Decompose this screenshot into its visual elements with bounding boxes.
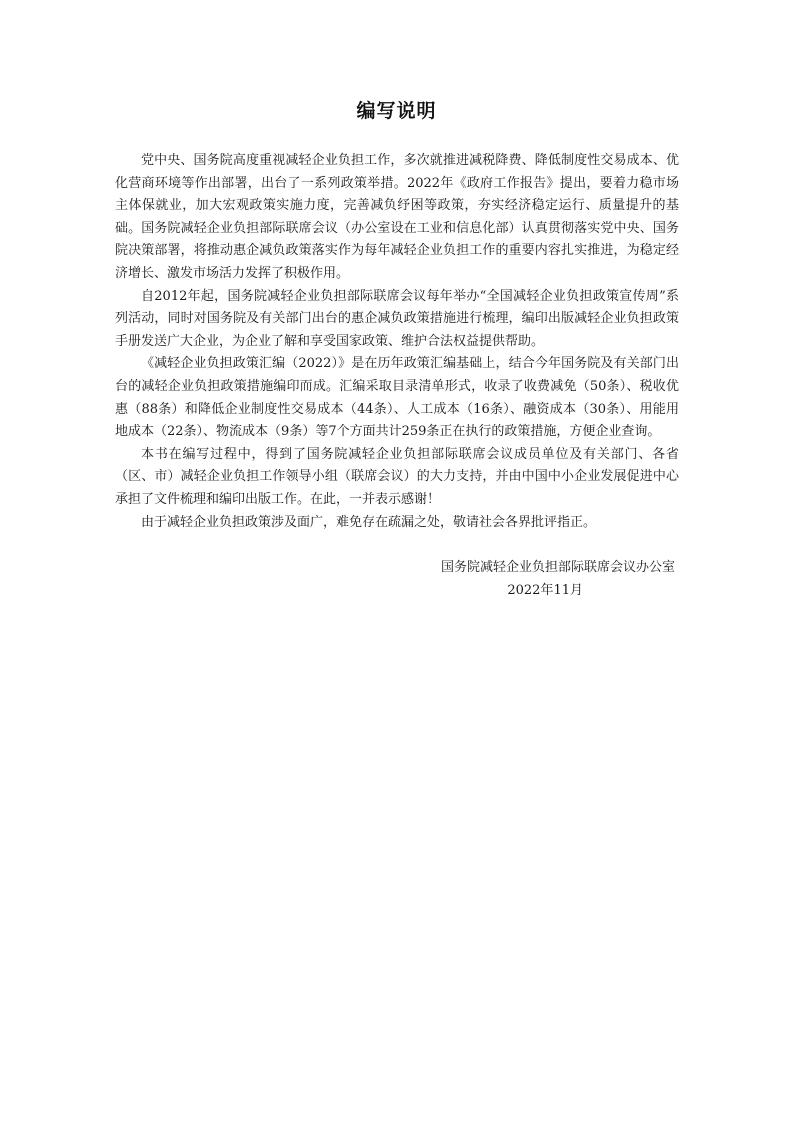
paragraph-1: 党中央、国务院高度重视减轻企业负担工作，多次就推进减税降费、降低制度性交易成本、优化营商环境等作出部署，出台了一系列政策举措。2022年《政府工作报告》提出，要着力稳市场主体保就业，加大宏观政策实施力度，完善减负纾困等政策，夯实经济稳定运行、质量提升的基础。国务院减轻企业负担部际联席会议（办公室设在工业和信息化部）认真贯彻落实党中央、国务院决策部署，将推动惠企减负政策落实作为每年减轻企业负担工作的重要内容扎实推进，为稳定经济增长、激发市场活力发挥了积极作用。 [115, 153, 679, 281]
page-title: 编写说明 [356, 100, 437, 122]
paragraph-5: 由于减轻企业负担政策涉及面广，难免存在疏漏之处，敬请社会各界批评指正。 [141, 514, 597, 530]
signature-date: 2022年11月 [507, 583, 583, 598]
paragraph-3: 《减轻企业负担政策汇编（2022）》是在历年政策汇编基础上，结合今年国务院及有关部门出台的减轻企业负担政策措施编印而成。汇编采取目录清单形式，收录了收费减免（50条）、税收优惠（88条）和降低企业制度性交易成本（44条）、人工成本（16条）、融资成本（30条）、用能用地成本（22条）、物流成本（9条）等7个方面共计259条正在执行的政策措施，方便企业查询。 [115, 356, 679, 440]
document-body [115, 150, 679, 534]
signature-organization: 国务院减轻企业负担部际联席会议办公室 [440, 560, 675, 575]
paragraph-2: 自2012年起，国务院减轻企业负担部际联席会议每年举办“全国减轻企业负担政策宣传周”系列活动，同时对国务院及有关部门出台的惠企减负政策措施进行梳理，编印出版减轻企业负担政策手册发送广大企业，为企业了解和享受国家政策、维护合法权益提供帮助。 [115, 288, 679, 349]
paragraph-4: 本书在编写过程中，得到了国务院减轻企业负担部际联席会议成员单位及有关部门、各省（区、市）减轻企业负担工作领导小组（联席会议）的大力支持，并由中国中小企业发展促进中心承担了文件梳理和编印出版工作。在此，一并表示感谢！ [115, 446, 679, 507]
